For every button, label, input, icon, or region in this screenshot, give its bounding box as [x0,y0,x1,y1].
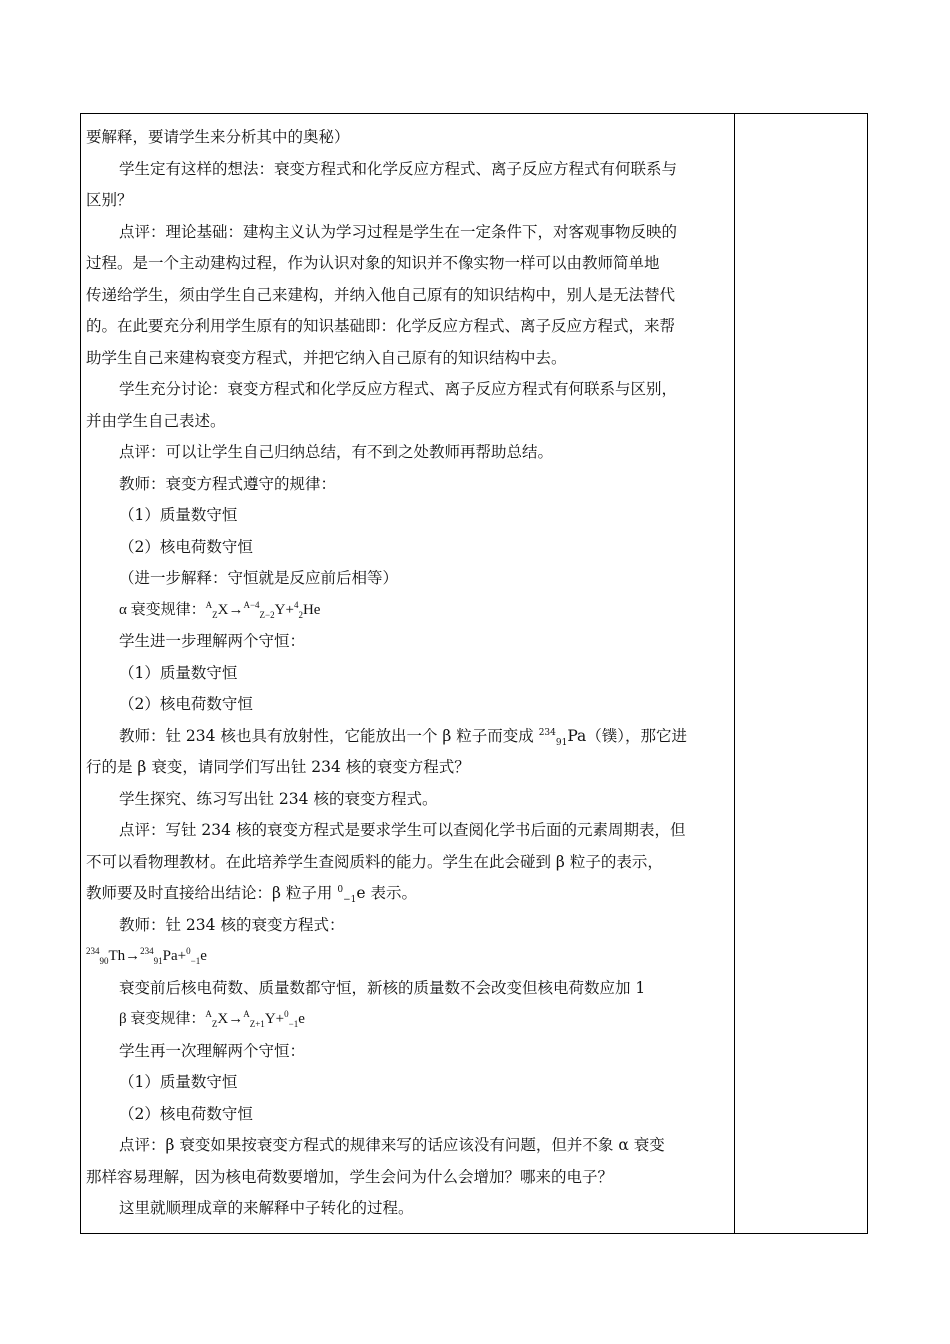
text-line: 学生定有这样的想法：衰变方程式和化学反应方程式、离子反应方程式有何联系与 [119,159,678,178]
text-line: （1）质量数守恒 [119,663,238,682]
text-line: （2）核电荷数守恒 [119,695,253,713]
text-line: 区别？ [86,191,133,209]
thorium-paragraph-line: 教师：钍 234 核也具有放射性，它能放出一个 β 粒子而变成 $^{234}_{91}$Pa（镤），那它进 [119,726,688,748]
lesson-content [86,122,728,1225]
text-line: 学生充分讨论：衰变方程式和化学反应方程式、离子反应方程式有何联系与区别， [119,380,678,398]
text-line: 行的是 β 衰变，请同学们写出钍 234 核的衰变方程式？ [86,758,470,776]
text-line: 的。在此要充分利用学生原有的知识基础即：化学反应方程式、离子反应方程式，来帮 [86,317,676,335]
text-line: （2）核电荷数守恒 [119,1104,253,1123]
alpha-decay-rule: α 衰变规律：$^A_Z$X→$^{A-4}_{Z-2}$Y+$^4_2$He [119,599,321,620]
text-line: 点评：β 衰变如果按衰变方程式的规律来写的话应该没有问题，但并不象 α 衰变 [119,1136,665,1154]
text-line: 要解释，要请学生来分析其中的奥秘） [86,128,350,146]
text-line: 并由学生自己表述。 [86,411,226,430]
text-line: 那样容易理解，因为核电荷数要增加，学生会问为什么会增加？哪来的电子？ [86,1167,614,1186]
text-line: 这里就顺理成章的来解释中子转化的过程。 [119,1199,414,1217]
electron-notation-line: 教师要及时直接给出结论：β 粒子用 $^0_{-1}$e 表示。 [86,884,417,906]
text-line: 助学生自己来建构衰变方程式，并把它纳入自己原有的知识结构中去。 [86,348,567,367]
text-line: （进一步解释：守恒就是反应前后相等） [119,569,399,587]
text-line: 学生探究、练习写出钍 234 核的衰变方程式。 [119,789,438,808]
text-line: 学生再一次理解两个守恒： [119,1041,306,1060]
text-line: （1）质量数守恒 [119,506,238,524]
text-line: （2）核电荷数守恒 [119,537,253,556]
text-line: 点评：可以让学生自己归纳总结，有不到之处教师再帮助总结。 [119,443,554,461]
text-line: 传递给学生，须由学生自己来建构，并纳入他自己原有的知识结构中，别人是无法替代 [86,285,676,304]
text-line: 点评：理论基础：建构主义认为学习过程是学生在一定条件下，对客观事物反映的 [119,222,678,241]
column-divider [734,113,735,1234]
text-line: 过程。是一个主动建构过程，作为认识对象的知识并不像实物一样可以由教师简单地 [86,254,660,272]
text-line: （1）质量数守恒 [119,1073,238,1091]
text-line: 教师：衰变方程式遵守的规律： [119,474,337,493]
thorium-decay-equation: $^{234}_{90}$Th→$^{234}_{91}$Pa+$^0_{-1}$e [86,946,207,966]
text-line: 点评：写钍 234 核的衰变方程式是要求学生可以查阅化学书后面的元素周期表，但 [119,821,686,839]
beta-decay-rule: β 衰变规律：$^A_Z$X→$^A_{Z+1}$Y+$^0_{-1}$e [119,1009,305,1029]
text-line: 不可以看物理教材。在此培养学生查阅质料的能力。学生在此会碰到 β 粒子的表示， [86,852,663,871]
text-line: 教师：钍 234 核的衰变方程式： [119,915,345,934]
text-line: 衰变前后核电荷数、质量数都守恒，新核的质量数不会改变但核电荷数应加 1 [119,978,646,997]
text-line: 学生进一步理解两个守恒： [119,632,306,650]
